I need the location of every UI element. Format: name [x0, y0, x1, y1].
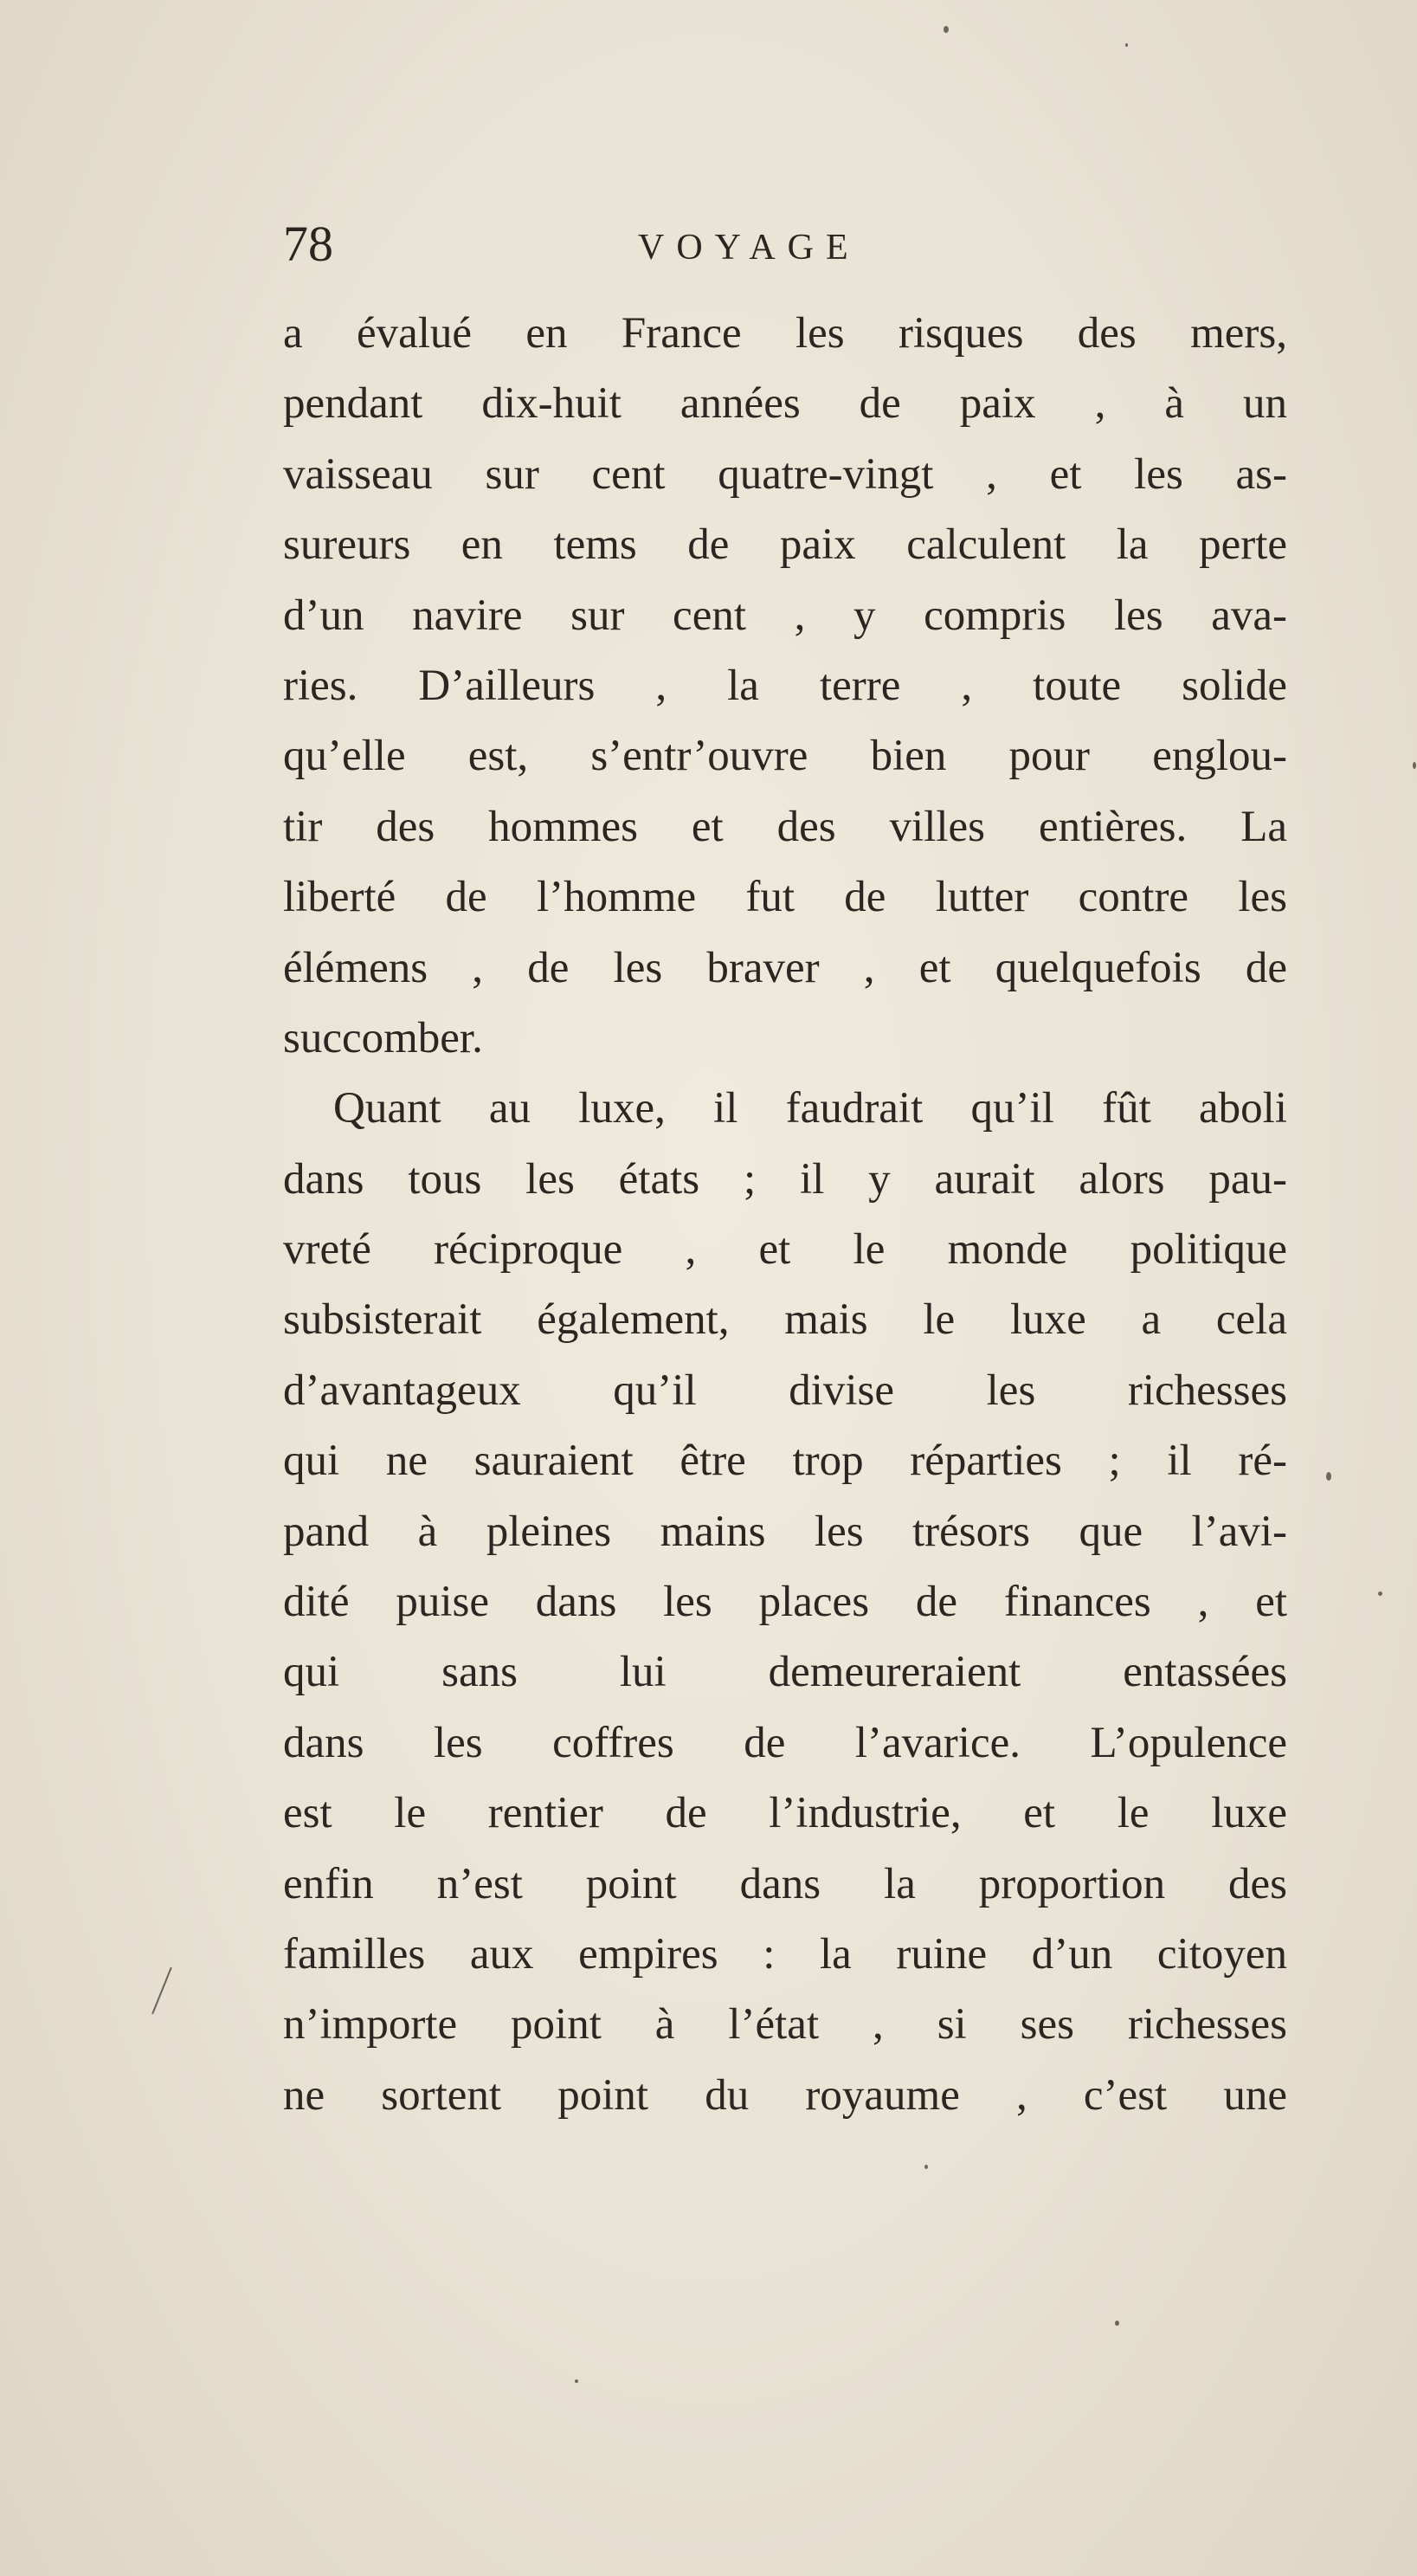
- running-title: VOYAGE: [638, 228, 860, 268]
- paragraph-1: [283, 299, 1287, 1074]
- paragraph-2: [283, 1074, 1287, 2131]
- text-line: vreté réciproque , et le monde politique: [283, 1225, 1287, 1275]
- paper-speck: [1413, 762, 1416, 769]
- text-line: pendant dix-huit années de paix , à un: [283, 379, 1287, 429]
- text-line: vaisseau sur cent quatre-vingt , et les as-: [283, 449, 1287, 499]
- page-header: [283, 215, 1287, 284]
- text-line: liberté de l’homme fut de lutter contre les: [283, 873, 1287, 922]
- paper-scratch: [151, 1967, 172, 2015]
- text-line: qui sans lui demeureraient entassées: [283, 1648, 1287, 1697]
- text-line: sureurs en tems de paix calculent la perte: [283, 520, 1287, 570]
- text-line: d’un navire sur cent , y compris les ava-: [283, 591, 1287, 640]
- paper-speck: [1115, 2321, 1119, 2326]
- text-line: dans tous les états ; il y aurait alors pau-: [283, 1154, 1287, 1204]
- text-line: dité puise dans les places de finances , et: [283, 1578, 1287, 1627]
- text-line: qui ne sauraient être trop réparties ; il ré-: [283, 1436, 1287, 1486]
- text-line: succomber.: [283, 1013, 483, 1062]
- text-line: Quant au luxe, il faudrait qu’il fût aboli: [333, 1084, 1287, 1133]
- text-line: tir des hommes et des villes entières. La: [283, 802, 1287, 851]
- text-line: est le rentier de l’industrie, et le luxe: [283, 1789, 1287, 1838]
- text-line: pand à pleines mains les trésors que l’avi-: [283, 1507, 1287, 1556]
- paper-speck: [575, 2379, 578, 2383]
- paper-speck: [944, 26, 949, 33]
- paper-speck: [924, 2165, 928, 2169]
- paper-speck: [1125, 43, 1128, 47]
- text-line: subsisterait également, mais le luxe a cela: [283, 1295, 1287, 1345]
- text-line: d’avantageux qu’il divise les richesses: [283, 1365, 1287, 1415]
- text-line: élémens , de les braver , et quelquefois de: [283, 943, 1287, 992]
- text-line: dans les coffres de l’avarice. L’opulence: [283, 1718, 1287, 1767]
- text-line: ries. D’ailleurs , la terre , toute solide: [283, 661, 1287, 710]
- text-line: n’importe point à l’état , si ses richesses: [283, 2000, 1287, 2050]
- text-line: a évalué en France les risques des mers,: [283, 309, 1287, 358]
- text-line: enfin n’est point dans la proportion des: [283, 1859, 1287, 1908]
- text-line: familles aux empires : la ruine d’un citoyen: [283, 1929, 1287, 1979]
- body-text: [283, 299, 1287, 2131]
- paper-speck: [1326, 1472, 1331, 1481]
- text-line: ne sortent point du royaume , c’est une: [283, 2070, 1287, 2120]
- text-line: qu’elle est, s’entr’ouvre bien pour englou-: [283, 732, 1287, 781]
- page-number: 78: [283, 216, 333, 272]
- paper-speck: [1378, 1591, 1382, 1596]
